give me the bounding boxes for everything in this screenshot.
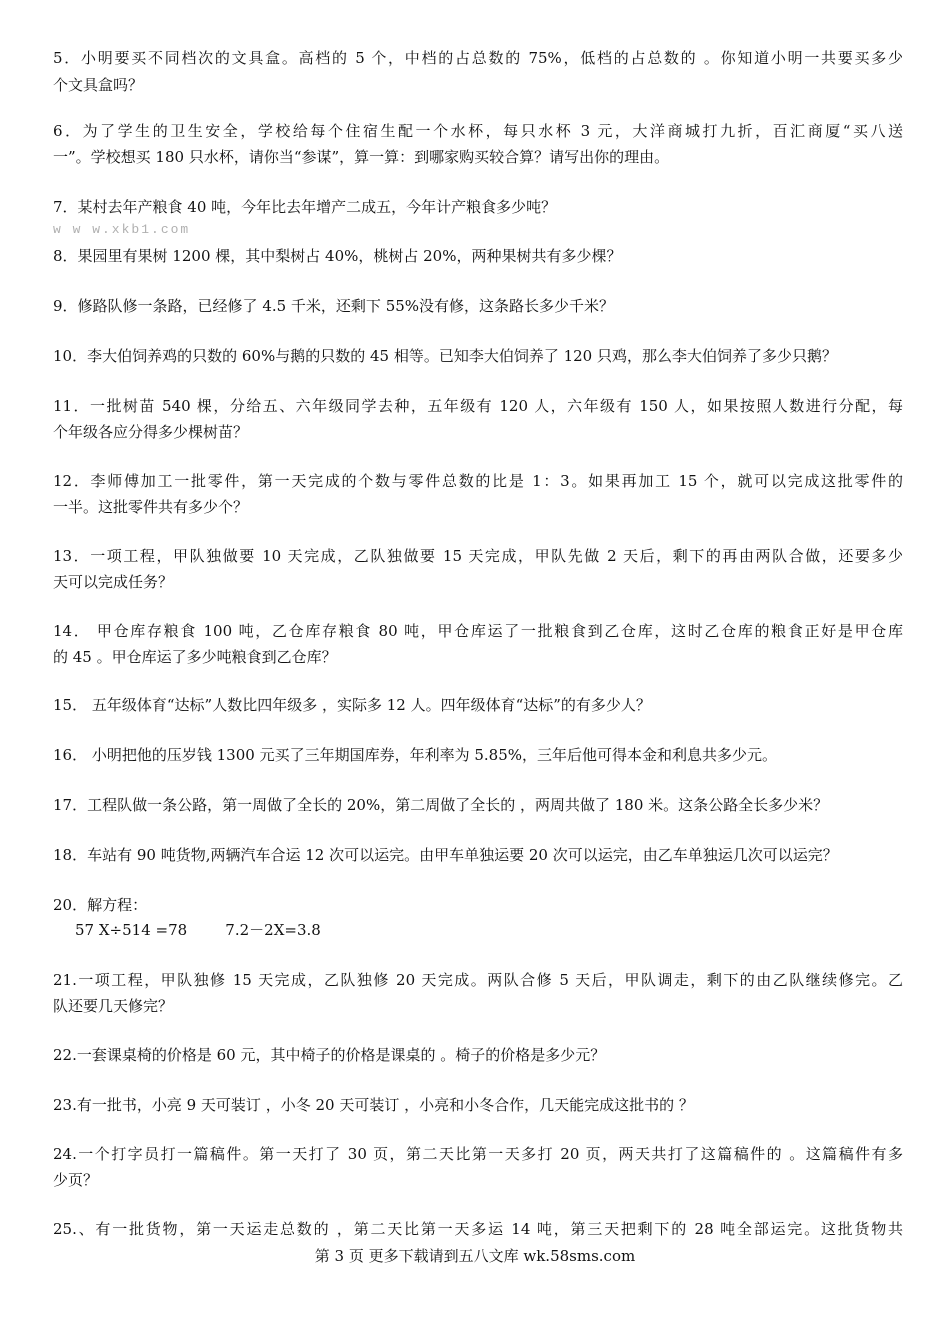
problem-5-line-2: 个文具盒吗？ bbox=[53, 76, 144, 94]
problem-7: 7．某村去年产粮食 40 吨，今年比去年增产二成五，今年计产粮食多少吨？ bbox=[53, 198, 557, 216]
problem-20-title: 20．解方程： bbox=[53, 896, 148, 914]
problem-13-line-1: 13．一项工程，甲队独做要 10 天完成，乙队独做要 15 天完成，甲队先做 2 天后，剩下的再由两队合做，还要多少 bbox=[53, 547, 903, 565]
problem-9: 9．修路队修一条路，已经修了 4.5 千米，还剩下 55%没有修，这条路长多少千米？ bbox=[53, 297, 615, 315]
problem-12-line-2: 一半。这批零件共有多少个？ bbox=[53, 498, 249, 516]
problem-5-line-1: 5．小明要买不同档次的文具盒。高档的 5 个，中档的占总数的 75%，低档的占总数的 。你知道小明一共要买多少 bbox=[53, 49, 903, 67]
problem-25-line-1: 25.、有一批货物，第一天运走总数的 ，第二天比第一天多运 14 吨，第三天把剩下的 28 吨全部运完。这批货物共 bbox=[53, 1220, 903, 1238]
problem-10: 10．李大伯饲养鸡的只数的 60%与鹅的只数的 45 相等。已知李大伯饲养了 120 只鸡，那么李大伯饲养了多少只鹅？ bbox=[53, 347, 837, 365]
problem-6-line-1: 6．为了学生的卫生安全，学校给每个住宿生配一个水杯，每只水杯 3 元，大洋商城打九折，百汇商厦“买八送 bbox=[53, 122, 903, 140]
watermark-text: w w w.xkb1.com bbox=[53, 222, 191, 237]
problem-8: 8．果园里有果树 1200 棵，其中梨树占 40%，桃树占 20%，两种果树共有多少棵？ bbox=[53, 247, 622, 265]
problem-20-equations: 57 X÷514 =78 7.2－2X=3.8 bbox=[75, 921, 321, 939]
problem-12-line-1: 12．李师傅加工一批零件，第一天完成的个数与零件总数的比是 1：3。如果再加工 15 个，就可以完成这批零件的 bbox=[53, 472, 903, 490]
problem-21-line-2: 队还要几天修完？ bbox=[53, 997, 174, 1015]
problem-17: 17．工程队做一条公路，第一周做了全长的 20%，第二周做了全长的 ，两周共做了 180 米。这条公路全长多少米？ bbox=[53, 796, 829, 814]
page-footer: 第 3 页 更多下载请到五八文库 wk.58sms.com bbox=[314, 1247, 636, 1265]
problem-6-line-2: 一”。学校想买 180 只水杯，请你当“参谋”，算一算：到哪家购买较合算？请写出你的理由。 bbox=[53, 148, 670, 166]
problem-14-line-1: 14． 甲仓库存粮食 100 吨，乙仓库存粮食 80 吨，甲仓库运了一批粮食到乙仓库，这时乙仓库的粮食正好是甲仓库 bbox=[53, 622, 903, 640]
problem-11-line-2: 个年级各应分得多少棵树苗？ bbox=[53, 423, 249, 441]
problem-15: 15． 五年级体育“达标”人数比四年级多 ，实际多 12 人。四年级体育“达标”的有多少人？ bbox=[53, 696, 651, 714]
problem-14-line-2: 的 45 。甲仓库运了多少吨粮食到乙仓库？ bbox=[53, 648, 337, 666]
problem-11-line-1: 11．一批树苗 540 棵，分给五、六年级同学去种，五年级有 120 人，六年级有 150 人，如果按照人数进行分配，每 bbox=[53, 397, 903, 415]
problem-24-line-1: 24.一个打字员打一篇稿件。第一天打了 30 页，第二天比第一天多打 20 页，两天共打了这篇稿件的 。这篇稿件有多 bbox=[53, 1145, 903, 1163]
problem-16: 16． 小明把他的压岁钱 1300 元买了三年期国库券，年利率为 5.85%，三年后他可得本金和利息共多少元。 bbox=[53, 746, 777, 764]
problem-23: 23.有一批书，小亮 9 天可装订 ，小冬 20 天可装订 ，小亮和小冬合作，几天能完成这批书的 ？ bbox=[53, 1096, 694, 1114]
problem-24-line-2: 少页？ bbox=[53, 1171, 99, 1189]
problem-21-line-1: 21.一项工程，甲队独修 15 天完成，乙队独修 20 天完成。两队合修 5 天后，甲队调走，剩下的由乙队继续修完。乙 bbox=[53, 971, 903, 989]
problem-22: 22.一套课桌椅的价格是 60 元，其中椅子的价格是课桌的 。椅子的价格是多少元？ bbox=[53, 1046, 606, 1064]
problem-18: 18．车站有 90 吨货物,两辆汽车合运 12 次可以运完。由甲车单独运要 20 次可以运完，由乙车单独运几次可以运完？ bbox=[53, 846, 838, 864]
problem-13-line-2: 天可以完成任务？ bbox=[53, 573, 174, 591]
